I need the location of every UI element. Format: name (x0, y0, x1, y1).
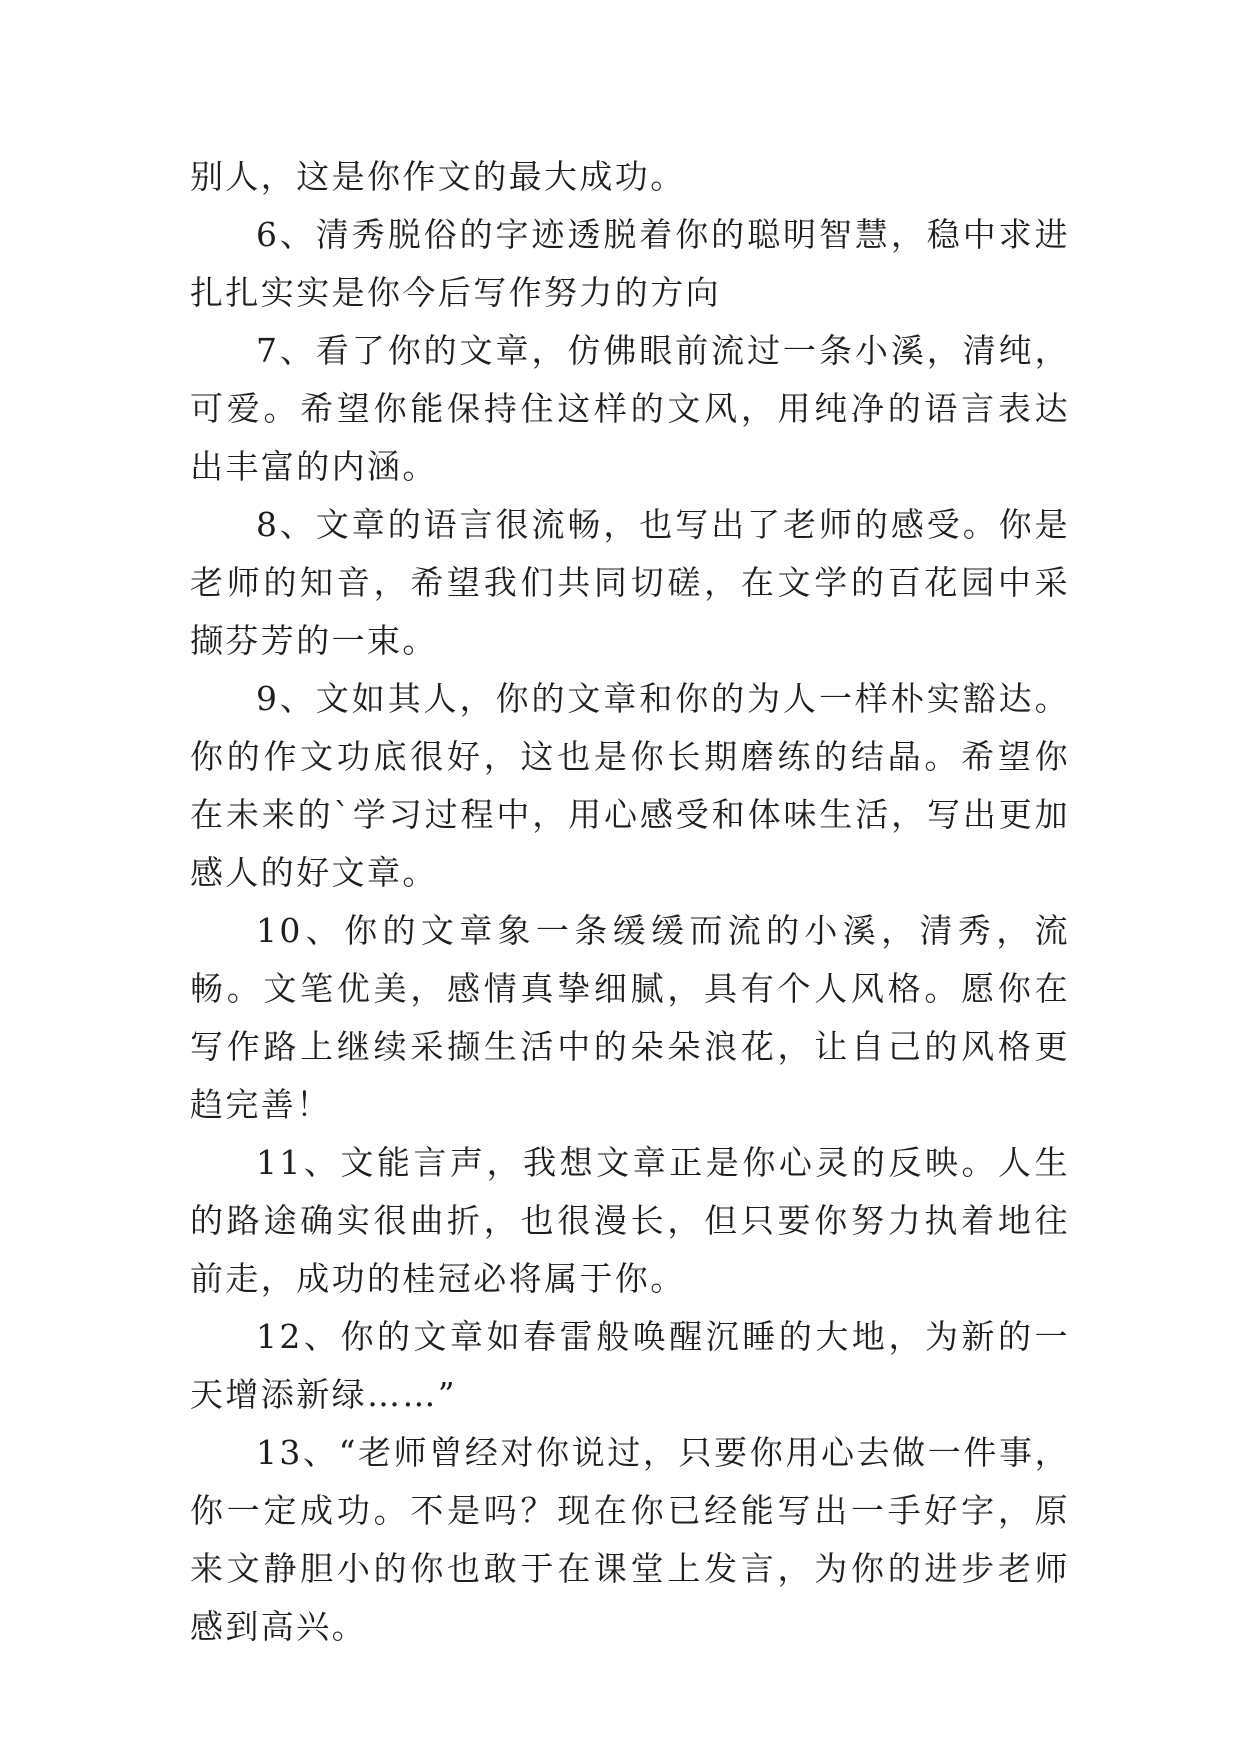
paragraph-8: 8、文章的语言很流畅，也写出了老师的感受。你是老师的知音，希望我们共同切磋，在文学的百花园中采撷芬芳的一束。 (190, 505, 1070, 660)
paragraph-13: 13、“老师曾经对你说过，只要你用心去做一件事，你一定成功。不是吗？现在你已经能写出一手好字，原来文静胆小的你也敢于在课堂上发言，为你的进步老师感到高兴。 (190, 1433, 1070, 1646)
paragraph-continuation: 别人，这是你作文的最大成功。 (190, 157, 686, 196)
paragraph-7: 7、看了你的文章，仿佛眼前流过一条小溪，清纯，可爱。希望你能保持住这样的文风，用纯净的语言表达出丰富的内涵。 (190, 331, 1070, 486)
paragraph-6: 6、清秀脱俗的字迹透脱着你的聪明智慧，稳中求进扎扎实实是你今后写作努力的方向 (190, 215, 1070, 312)
paragraph-11: 11、文能言声，我想文章正是你心灵的反映。人生的路途确实很曲折，也很漫长，但只要你努力执着地往前走，成功的桂冠必将属于你。 (190, 1143, 1070, 1298)
document-body (190, 148, 1070, 1656)
paragraph-10: 10、你的文章象一条缓缓而流的小溪，清秀，流畅。文笔优美，感情真挚细腻，具有个人风格。愿你在写作路上继续采撷生活中的朵朵浪花，让自己的风格更趋完善！ (190, 911, 1070, 1124)
paragraph-9: 9、文如其人，你的文章和你的为人一样朴实豁达。你的作文功底很好，这也是你长期磨练的结晶。希望你在未来的`学习过程中，用心感受和体味生活，写出更加感人的好文章。 (190, 679, 1070, 892)
paragraph-12: 12、你的文章如春雷般唤醒沉睡的大地，为新的一天增添新绿……” (190, 1317, 1070, 1414)
